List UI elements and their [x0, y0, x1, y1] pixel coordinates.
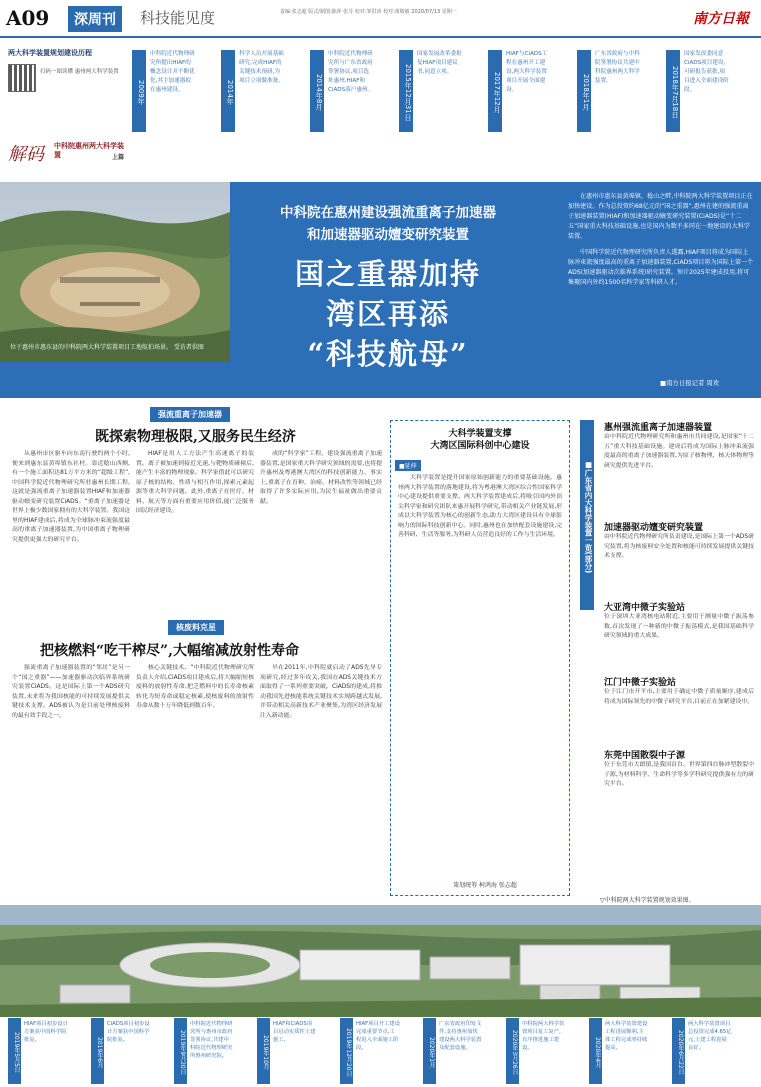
- hero-byline: ■南方日报记者 周欢: [660, 379, 720, 387]
- extension-credits: 策划统筹 柯鸿海 张志超: [453, 882, 517, 889]
- section-subtitle: 科技能见度: [140, 9, 216, 27]
- editor-credits: 责编:张志超 版式/制图:陈萍 张芬 校对:邹洪涛 校对:黄敬敏 2020/07/13 星期一: [280, 9, 457, 15]
- timeline-year: 2020年4月: [589, 1018, 602, 1084]
- sidebar-item-title: 加速器驱动嬗变研究装置: [604, 523, 704, 533]
- section-tag: 深周刊: [68, 6, 122, 32]
- extension-title-line2: 大湾区国际科创中心建设: [430, 441, 530, 451]
- timeline-text: 广东省政府印发文件,支持惠州加快建设两大科学装置及配套设施。: [439, 1021, 482, 1051]
- timeline-year: 2014年: [221, 50, 235, 132]
- sidebar-vertical-label: ■广东省内大科学装置一览(部分): [580, 420, 594, 610]
- hero-title-block: [238, 186, 538, 396]
- extension-title-line1: 大科学装置支撑: [448, 429, 512, 439]
- hero-title-3: “科技航母”: [307, 337, 469, 371]
- hero-intro-p1: 在惠州市惠东县黄埠镇、稔山之畔,中科院两大科学装置项目正在加快建设。作为总投资约68亿元的“国之重器”,惠州在建的强流重离子加速器装置(HIAF)和加速器驱动嬗变研究装置(CiADS)是“十二五”国家重大科技基础设施,也是国内为数不多同在一地建设的大科学装置。: [568, 193, 753, 240]
- photo-caption: 位于惠州市惠东县的中科院两大科学装置项目工地航拍场景。 受访者供图: [10, 344, 204, 351]
- timeline-text: HIAF与CiADS工程在惠州开工建设,两大科学装置项目开展全面建设。: [506, 51, 548, 93]
- brand-suffix: 上篇: [112, 154, 125, 161]
- article1-col1: [12, 450, 130, 612]
- campus-caption: ▽中科院两大科学装置规划效果图。: [600, 897, 695, 904]
- article1-col2-text: HIAF是用人工方法产生高速离子的装置。离子被加速到接近光速,与靶物质碰撞后,能产生丰富的物理现象。科学家借此可以研究原子核的结构、性质与相互作用,探索元素起源等重大科学问题。此外,重离子在医疗、材料、航天等方面有重要应用价值,能广泛服务国民经济建设。: [136, 451, 254, 514]
- timeline-text: HIAF项目初步设计方案获中国科学院批复。: [24, 1021, 68, 1043]
- sidebar-item-text: 位于江门市开平市,主要用于确定中微子质量顺序,建成后将成为国际领先的中微子研究平台,目前正在加紧建设中。: [604, 689, 754, 705]
- timeline-text: 科学人员开展基础研究,完成HIAF的关键技术预研,为项目立项做准备。: [239, 51, 284, 84]
- article1-label: 强流重离子加速器: [150, 407, 230, 422]
- sidebar-item-text: 位于东莞市大朗镇,是我国首台、世界第四台脉冲型散裂中子源,为材料科学、生命科学等多学科研究提供强有力的研究平台。: [604, 762, 754, 787]
- timeline-year: 2018年7月18日: [666, 50, 680, 132]
- article2-col2-text: 核心关键技术。“中科院近代物理研究所负责人介绍,CiADS项目建成后,将大幅缩短核废料的放射性寿命,把乏燃料中的长寿命核素转化为短寿命或稳定核素,使核废料的放射性寿命从数十万年降低到数百年。: [136, 665, 254, 709]
- brand-logo: [8, 140, 126, 176]
- extension-body: [398, 474, 562, 872]
- article2-col1-text: 强流重离子加速器装置的“邻居”是另一个“国之重器”——加速器驱动次临界系统研究装置CiADS。这是国际上第一个ADS研究装置,未来将为我国核能的可持续发展提供关键技术支撑。ADS被认为是目前处理核废料的最有效手段之一。: [12, 665, 130, 719]
- qr-code-icon[interactable]: [8, 64, 36, 92]
- hero-kicker-2: 和加速器驱动嬗变研究装置: [307, 227, 469, 243]
- timeline-year: 2020年1月: [423, 1018, 436, 1084]
- sidebar-item-title: 江门中微子实验站: [604, 678, 677, 688]
- timeline-text: 两大科学装置项目总投资完成4.65亿元,土建工程进展良好。: [688, 1021, 732, 1051]
- hero-banner: [0, 182, 761, 398]
- article1-col3-text: 成的“科学家”工程。建设强流重离子加速器装置,是国家重大科学研究领域的需要,也将提升惠州及粤港澳大湾区的科技创新能力。事实上,重离子在育种、治癌、材料改性等领域已经取得了许多实际应用,为民生福祉做出重要贡献。: [260, 451, 382, 505]
- bottom-timeline: [8, 1018, 754, 1084]
- timeline-text: 中科院两大科学装置项目复工复产,有序推进施工建设。: [522, 1021, 565, 1051]
- newspaper-logo: 南方日報: [693, 11, 749, 27]
- timeline-text: HIAF项目开工建设完成重要节点,工程进入全面施工阶段。: [356, 1021, 400, 1051]
- qr-title: 两大科学装置规划建设历程: [8, 49, 92, 57]
- timeline-text: 国家发改委同意CiADS项目建设,可研报告获批,项目进入全面建设阶段。: [684, 51, 729, 93]
- sidebar-item-title: 大亚湾中微子实验站: [604, 603, 686, 613]
- hero-title-1: 国之重器加持: [294, 257, 481, 291]
- campus-rendering: [0, 905, 761, 1017]
- sidebar-item-text: 由中科院近代物理研究所负责建设,是国际上第一个ADS研究装置,将为核废料安全处置和核能可持续发展提供关键技术支撑。: [604, 534, 754, 559]
- article2-col3-text: 早在2011年,中科院就启动了ADS先导专项研究,经过多年攻关,我国在ADS关键技术方面取得了一系列重要突破。CiADS的建成,将推动我国先进核能系统关键技术实现跨越式发展,并带动相关高新技术产业聚集,为湾区经济发展注入新动能。: [260, 665, 382, 719]
- top-timeline: [8, 48, 754, 180]
- timeline-text: 两大科学装置建设工程进展顺利,主体工程完成率持续提高。: [605, 1021, 648, 1051]
- sidebar-item-title: 东莞中国散裂中子源: [604, 751, 686, 761]
- sidebar-item-text: 位于深圳大亚湾核电站附近,主要用于测量中微子振荡参数,首次发现了一种新的中微子振荡模式,是我国基础科学研究领域的重大成果。: [604, 614, 754, 639]
- timeline-year: 2019年6月: [91, 1018, 104, 1084]
- timeline-text: 中科院近代物理研究所与惠州市政府签署协议,共建中科院近代物理研究所惠州研究院。: [190, 1021, 233, 1059]
- page-number: A09: [6, 6, 50, 30]
- article1-headline: 既探索物理极限,又服务民生经济: [95, 429, 296, 445]
- timeline-year: 2014年8月: [310, 50, 324, 132]
- timeline-year: 2019年12月20日: [340, 1018, 353, 1084]
- article2-label: 核废料克星: [168, 620, 224, 635]
- timeline-year: 2009年: [132, 50, 146, 132]
- hero-intro-p2: 中国科学院近代物理研究所负责人透露,HIAF项目将成为国际上脉冲束流强度最高的重离子加速器装置,CiADS项目将为国际上第一个ADS(加速器驱动次临界系统)研究装置。预计2025年建成投用,将可集聚国内外约1500名科学家等科研人才。: [568, 249, 754, 286]
- timeline-year: 2015年12月31日: [399, 50, 413, 132]
- masthead: [0, 0, 761, 38]
- qr-text: 扫码一图读懂 惠州两大科学装置: [40, 69, 119, 75]
- sidebar-item-title: 惠州强流重离子加速器装置: [604, 423, 713, 433]
- timeline-text: 国家发展改革委批复HIAF项目建议书,同意立项。: [417, 51, 462, 75]
- sidebar-item-text: 由中科院近代物理研究所和惠州市共同建设,是国家“十二五”重大科技基础设施。建成后将成为国际上脉冲束流强度最高的重离子加速器装置,为原子核物理、核天体物理等研究提供先进平台。: [604, 434, 754, 469]
- hero-intro: [568, 192, 754, 294]
- header-rule: [0, 36, 761, 38]
- timeline-year: 2019年5月5日: [8, 1018, 21, 1084]
- timeline-text: CiADS项目初步设计方案获中国科学院批复。: [107, 1021, 150, 1043]
- construction-site-photo: [0, 182, 230, 362]
- article2-col3: [260, 664, 382, 864]
- timeline-year: 2019年9月20日: [174, 1018, 187, 1084]
- extension-title: [395, 428, 565, 452]
- qr-panel: [8, 48, 126, 180]
- timeline-year: 2017年12月: [488, 50, 502, 132]
- hero-title-2: 湾区再添: [325, 297, 450, 331]
- article2-col1: [12, 664, 130, 864]
- article1-col1-text: 从惠州市区驱车向东南行驶约两个小时,便来到惠东县黄埠镇东社村。靠近稔山西侧,有一个施工面积达81万平方米的“超级工程”,中国科学院近代物理研究所驻惠州长期工程,这就是强流重离子加速器装置HIAF和加速器驱动嬗变研究装置CiADS。“重离子加速器是世界上极少数国家拥有的大科学装置。我国这里的HIAF建成后,将成为全球脉冲束流强度最高的重离子加速器装置,为中国重离子物理研究提供更强大的研究平台。: [12, 451, 130, 543]
- timeline-year: 2020年3月26日: [506, 1018, 519, 1084]
- timeline-text: HIAF和CiADS项目启动实质性土建施工。: [273, 1021, 316, 1043]
- article1-col2: [136, 450, 254, 612]
- timeline-text: 广东省政府与中科院签署协议共建中科院惠州两大科学装置。: [595, 51, 640, 84]
- timeline-text: 中科院近代物理研究所提出HIAF的概念设计并不断优化,其主加速器拟在惠州建设。: [150, 51, 195, 93]
- brand-mark: 解码: [8, 144, 44, 165]
- article1-col3: [260, 450, 382, 612]
- timeline-text: 中科院近代物理研究所与广东省政府签署协议,项目选址惠州,HIAF和CiADS落户惠州。: [328, 51, 374, 93]
- extension-tag: ■延伸: [395, 460, 421, 471]
- timeline-year: 2020年6月22日: [672, 1018, 685, 1084]
- brand-org: 中科院惠州两大科学装置: [54, 142, 124, 159]
- article2-col2: [136, 664, 254, 864]
- hero-kicker-1: 中科院在惠州建设强流重离子加速器: [280, 205, 496, 221]
- extension-body-text: 大科学装置是提升国家原始创新能力的重要基础设施。惠州两大科学装置的落地建设,将为粤港澳大湾区综合性国家科学中心建设提供重要支撑。两大科学装置建成后,将吸引国内外顶尖科学家和研究团队来惠开展科学研究,带动相关产业链发展,形成以大科学装置为核心的创新生态,助力大湾区建设具有全球影响力的国际科技创新中心。同时,惠州也在加快配套设施建设,完善科研、生活等服务,为科研人员营造良好的工作与生活环境。: [398, 475, 562, 538]
- article2-headline: 把核燃料“吃干榨尽”,大幅缩减放射性寿命: [40, 643, 299, 659]
- timeline-year: 2018年1月: [577, 50, 591, 132]
- timeline-year: 2019年10月: [257, 1018, 270, 1084]
